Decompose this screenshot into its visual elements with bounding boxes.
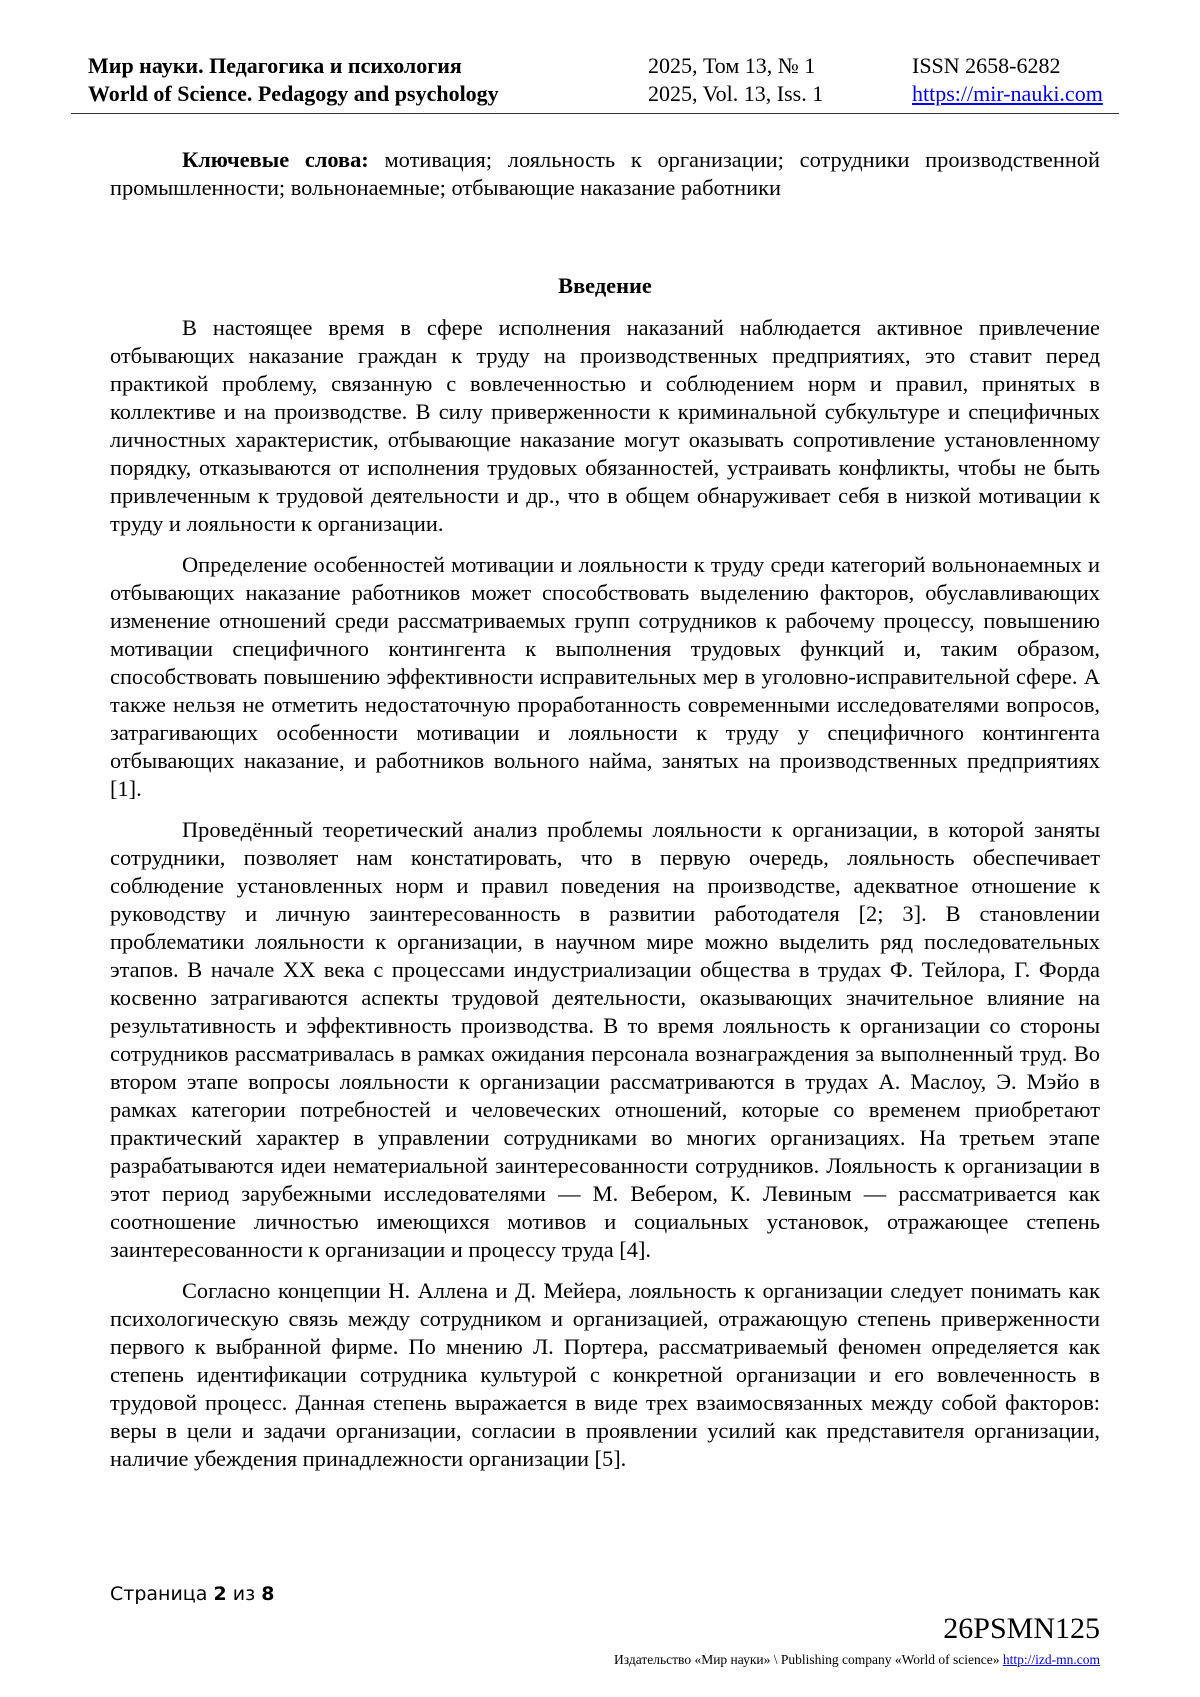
journal-title-ru: Мир науки. Педагогика и психология [88,53,462,78]
keywords [110,146,1100,202]
journal-url-link[interactable]: https://mir-nauki.com [912,81,1103,106]
header-divider [71,113,1119,114]
page-number [110,1583,274,1605]
running-header [88,52,1119,112]
paragraph: Определение особенностей мотивации и лояльности к труду среди категорий вольнонаемных и отбывающих наказание работников может способствовать выделению факторов, обуславливающих изменение отношений среди рассматриваемых групп сотрудников к рабочему процессу, повышению мотивации специфичного контингента к выполнения трудовых функций и, таким образом, способствовать повышению эффективности исправительных мер в уголовно-исправительной сфере. А также нельзя не отметить недостаточную проработанность современными исследователями вопросов, затрагивающих особенности мотивации и лояльности к труду у специфичного контингента отбывающих наказание, и работников вольного найма, занятых на производственных предприятиях [1]. [110,552,1100,801]
journal-title-block [88,52,499,108]
issue-block [648,52,823,108]
section-heading: Введение [558,273,652,298]
issn: ISSN 2658-6282 [912,53,1061,78]
article-body [110,146,1100,1486]
page-current: 2 [213,1583,227,1605]
article-code: 26PSMN125 [943,1612,1100,1645]
journal-title-en: World of Science. Pedagogy and psychology [88,81,499,106]
page-of: из [232,1583,256,1605]
publisher-line [614,1652,1100,1668]
page-total: 8 [261,1583,275,1605]
publisher-name: Издательство «Мир науки» \ Publishing company «World of science» [614,1652,1000,1667]
page-prefix: Страница [110,1583,208,1605]
paragraph: Проведённый теоретический анализ проблемы лояльности к организации, в которой заняты сотрудники, позволяет нам констатировать, что в первую очередь, лояльность обеспечивает соблюдение установленных норм и правил поведения на производстве, адекватное отношение к руководству и личную заинтересованность в развитии работодателя [2; 3]. В становлении проблематики лояльности к организации, в научном мире можно выделить ряд последовательных этапов. В начале XX века с процессами индустриализации общества в трудах Ф. Тейлора, Г. Форда косвенно затрагиваются аспекты трудовой деятельности, оказывающих значительное влияние на результативность и эффективность производства. В то время лояльность к организации со стороны сотрудников рассматривалась в рамках ожидания персонала вознаграждения за выполненный труд. Во втором этапе вопросы лояльности к организации рассматриваются в трудах А. Маслоу, Э. Мэйо в рамках категории потребностей и человеческих отношений, которые со временем приобретают практический характер в управлении сотрудниками во многих организациях. На третьем этапе разрабатываются идеи нематериальной заинтересованности сотрудников. Лояльность к организации в этот период зарубежными исследователями — М. Вебером, К. Левиным — рассматривается как соотношение личностью имеющихся мотивов и социальных установок, отражающее степень заинтересованности к организации и процессу труда [4]. [110,817,1100,1262]
keywords-label: Ключевые слова: [182,147,369,172]
issn-block [912,52,1103,108]
publisher-url-link[interactable]: http://izd-mn.com [1002,1652,1100,1667]
issue-ru: 2025, Том 13, № 1 [648,53,816,78]
paragraph: В настоящее время в сфере исполнения наказаний наблюдается активное привлечение отбывающих наказание граждан к труду на производственных предприятиях, это ставит перед практикой проблему, связанную с вовлеченностью и соблюдением норм и правил, принятых в коллективе и на производстве. В силу приверженности к криминальной субкультуре и специфичных личностных характеристик, отбывающие наказание могут оказывать сопротивление установленному порядку, отказываются от исполнения трудовых обязанностей, устраивать конфликты, чтобы не быть привлеченным к трудовой деятельности и др., что в общем обнаруживает себя в низкой мотивации к труду и лояльности к организации. [110,315,1100,536]
issue-en: 2025, Vol. 13, Iss. 1 [648,81,824,106]
paragraph: Согласно концепции Н. Аллена и Д. Мейера, лояльность к организации следует понимать как психологическую связь между сотрудником и организацией, отражающую степень приверженности первого к выбранной фирме. По мнению Л. Портера, рассматриваемый феномен определяется как степень идентификации сотрудника культурой с конкретной организации и его вовлеченность в трудовой процесс. Данная степень выражается в виде трех взаимосвязанных между собой факторов: веры в цели и задачи организации, согласии в проявлении усилий как представителя организации, наличие убеждения принадлежности организации [5]. [110,1278,1100,1471]
keywords-text: мотивация; лояльность к организации; сотрудники производственной промышленности; вольнонаемные; отбывающие наказание работники [110,147,1100,200]
